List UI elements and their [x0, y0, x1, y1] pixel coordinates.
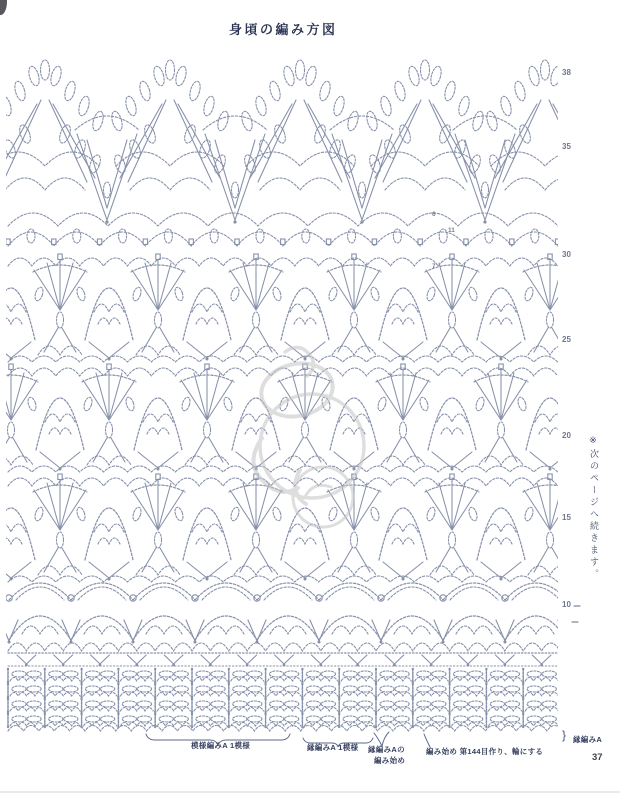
row-number: 38: [562, 68, 571, 77]
label-edge-a: 縁編みA: [573, 735, 603, 744]
label-cast-on: 編み始め 第144目作り、輪にする: [426, 747, 544, 756]
label-edge-a-repeat: 縁編みA 1模様: [307, 743, 359, 752]
stitch-count: 7: [432, 263, 436, 270]
label-edge-a-start: 縁編みAの: [368, 745, 405, 754]
edge-a-brace: }: [562, 728, 567, 742]
row-number: 15: [562, 513, 571, 522]
row-number: 10: [562, 600, 571, 609]
row-number: 25: [562, 335, 571, 344]
stitch-count: 6: [432, 211, 436, 218]
row-number: 20: [562, 431, 571, 440]
row-number: 30: [562, 250, 571, 259]
page-title: 身頃の編み方図: [229, 22, 338, 37]
row-number: 35: [562, 142, 571, 151]
watermark: [253, 347, 364, 527]
label-pattern-a: 模様編みA 1模様: [191, 741, 251, 750]
page-number: 37: [592, 752, 603, 763]
stitch-count: 11: [448, 227, 455, 234]
label-edge-a-start2: 編み始め: [374, 756, 406, 765]
continuation-note: ※次のページへ続きます。: [589, 436, 599, 581]
